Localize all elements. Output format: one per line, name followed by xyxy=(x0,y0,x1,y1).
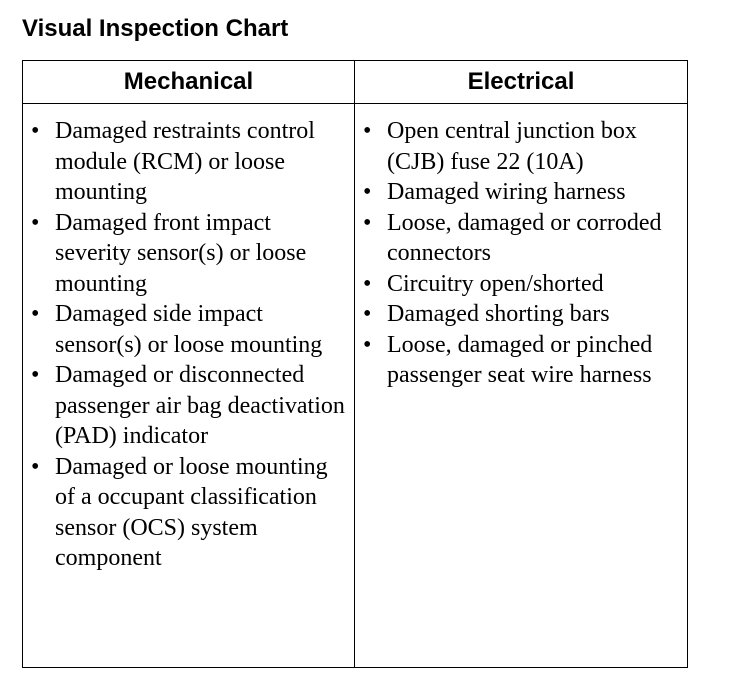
list-item xyxy=(363,177,681,208)
list-item xyxy=(31,452,348,574)
item-text: Damaged side impact sensor(s) or loose mounting xyxy=(55,301,323,358)
list-item xyxy=(363,116,681,177)
chart-title: Visual Inspection Chart xyxy=(22,15,289,42)
electrical-header: Electrical xyxy=(355,61,688,104)
header-row xyxy=(23,61,688,104)
mechanical-list xyxy=(23,104,354,574)
item-text: Damaged front impact severity sensor(s) or loose mounting xyxy=(55,209,307,297)
bullet-icon: • xyxy=(31,301,40,327)
electrical-cell xyxy=(355,104,688,668)
item-text: Damaged wiring harness xyxy=(387,179,626,205)
item-text: Open central junction box (CJB) fuse 22 (10A) xyxy=(387,118,637,175)
list-item xyxy=(363,269,681,300)
list-item xyxy=(363,299,681,330)
list-item xyxy=(31,360,348,452)
body-row xyxy=(23,104,688,668)
item-text: Loose, damaged or pinched passenger seat wire harness xyxy=(387,331,653,388)
bullet-icon: • xyxy=(363,209,372,236)
bullet-icon: • xyxy=(363,179,372,205)
bullet-icon: • xyxy=(31,118,40,144)
bullet-icon: • xyxy=(363,118,372,144)
item-text: Damaged shorting bars xyxy=(387,301,610,327)
item-text: Damaged or disconnected passenger air bag deactivation (PAD) indicator xyxy=(55,362,345,449)
bullet-icon: • xyxy=(363,331,372,358)
item-text: Circuitry open/shorted xyxy=(387,270,604,297)
list-item xyxy=(31,299,348,360)
item-text: Damaged restraints control module (RCM) or loose mounting xyxy=(55,118,315,205)
list-item xyxy=(31,208,348,300)
bullet-icon: • xyxy=(363,301,372,327)
inspection-table xyxy=(22,60,688,668)
mechanical-header: Mechanical xyxy=(23,61,355,104)
list-item xyxy=(363,330,681,391)
item-text: Damaged or loose mounting of a occupant classification sensor (OCS) system component xyxy=(55,453,328,571)
electrical-list xyxy=(355,104,687,391)
list-item xyxy=(363,208,681,269)
bullet-icon: • xyxy=(31,362,40,388)
bullet-icon: • xyxy=(31,209,40,236)
mechanical-cell xyxy=(23,104,355,668)
item-text: Loose, damaged or corroded connectors xyxy=(387,209,662,266)
bullet-icon: • xyxy=(363,270,372,297)
bullet-icon: • xyxy=(31,453,40,480)
list-item xyxy=(31,116,348,208)
